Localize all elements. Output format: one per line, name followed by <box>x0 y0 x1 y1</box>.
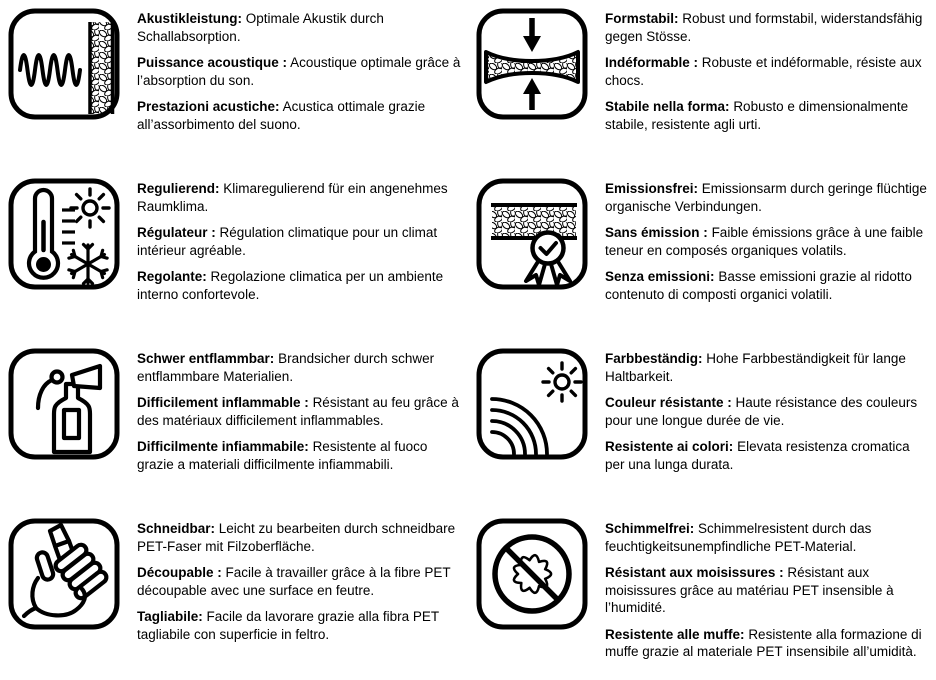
feature-text-it <box>605 438 931 473</box>
feature-label-fr: Indéformable : <box>605 55 699 70</box>
feature-tile-shape-stability <box>468 0 936 170</box>
feature-label-it: Difficilmente infiammabile: <box>137 439 309 454</box>
feature-text-fr <box>137 394 463 429</box>
feature-label-fr: Puissance acoustique : <box>137 55 288 70</box>
feature-desc-it: Acustica ottimale grazie all’assorbimento del suono. <box>137 99 426 132</box>
feature-label-fr: Résistant aux moisissures : <box>605 565 784 580</box>
feature-desc-de: Leicht zu bearbeiten durch schneidbare PET-Faser mit Filzoberfläche. <box>137 521 456 554</box>
feature-texts <box>137 518 463 680</box>
feature-texts <box>137 348 463 510</box>
feature-label-de: Schimmelfrei: <box>605 521 695 536</box>
feature-text-fr <box>137 564 463 599</box>
feature-desc-de: Robust und formstabil, widerstandsfähig gegen Stösse. <box>605 11 923 44</box>
feature-desc-fr: Résistant au feu grâce à des matériaux difficilement inflammables. <box>137 395 459 428</box>
feature-text-it <box>137 98 463 133</box>
cuttable-icon <box>8 518 120 630</box>
feature-tile-color-fast <box>468 340 936 510</box>
feature-text-it <box>137 438 463 473</box>
feature-desc-de: Optimale Akustik durch Schallabsorption. <box>137 11 384 44</box>
feature-text-fr <box>605 54 931 89</box>
feature-desc-it: Elevata resistenza cromatica per una lunga durata. <box>605 439 910 472</box>
feature-label-fr: Sans émission : <box>605 225 708 240</box>
feature-desc-fr: Faible émissions grâce à une faible teneur en composés organiques volatils. <box>605 225 924 258</box>
feature-label-de: Emissionsfrei: <box>605 181 699 196</box>
feature-label-it: Resistente ai colori: <box>605 439 734 454</box>
feature-desc-de: Emissionsarm durch geringe flüchtige organische Verbindungen. <box>605 181 927 214</box>
feature-desc-de: Schimmelresistent durch das feuchtigkeitsunempfindliche PET-Material. <box>605 521 872 554</box>
feature-texts <box>605 348 931 510</box>
feature-label-it: Resistente alle muffe: <box>605 626 745 642</box>
feature-text-de <box>605 520 931 555</box>
feature-text-de <box>137 350 463 385</box>
feature-desc-fr: Régulation climatique pour un climat intérieur agréable. <box>137 225 438 258</box>
feature-texts <box>137 178 463 340</box>
feature-desc-fr: Robuste et indéformable, résiste aux chocs. <box>605 55 922 88</box>
feature-text-de <box>605 180 931 215</box>
feature-tile-cuttable <box>0 510 468 680</box>
feature-texts <box>605 178 931 340</box>
mold-resistant-icon <box>476 518 588 630</box>
feature-label-de: Schwer entflammbar: <box>137 351 275 366</box>
feature-tile-climate <box>0 170 468 340</box>
feature-tile-mold-resistant <box>468 510 936 680</box>
feature-text-fr <box>137 54 463 89</box>
feature-desc-fr: Résistant aux moisissures grâce au matériau PET insensible à l’humidité. <box>605 565 894 615</box>
climate-regulating-icon <box>8 178 120 290</box>
feature-desc-de: Klimaregulierend für ein angenehmes Raumklima. <box>137 181 448 214</box>
feature-desc-fr: Haute résistance des couleurs pour une longue durée de vie. <box>605 395 918 428</box>
feature-text-fr <box>605 224 931 259</box>
feature-label-it: Tagliabile: <box>137 609 203 624</box>
feature-desc-fr: Facile à travailler grâce à la fibre PET découpable avec une surface en feutre. <box>137 565 451 598</box>
feature-label-de: Formstabil: <box>605 11 679 26</box>
feature-label-de: Schneidbar: <box>137 521 216 536</box>
feature-text-it <box>137 268 463 303</box>
feature-desc-it: Regolazione climatica per un ambiente interno confortevole. <box>137 269 444 302</box>
feature-desc-fr: Acoustique optimale grâce à l’absorption du son. <box>137 55 461 88</box>
feature-label-de: Akustikleistung: <box>137 11 243 26</box>
feature-texts <box>137 8 463 170</box>
feature-text-it <box>605 268 931 303</box>
feature-label-fr: Découpable : <box>137 565 222 580</box>
feature-tile-emission-free <box>468 170 936 340</box>
feature-label-it: Stabile nella forma: <box>605 99 730 114</box>
feature-label-it: Senza emissioni: <box>605 269 715 284</box>
feature-text-de <box>137 520 463 555</box>
feature-desc-it: Resistente al fuoco grazie a materiali difficilmente infiammabili. <box>137 439 428 472</box>
emission-free-icon <box>476 178 588 290</box>
feature-text-it <box>605 626 931 661</box>
feature-tile-acoustic <box>0 0 468 170</box>
feature-label-fr: Régulateur : <box>137 225 216 240</box>
feature-text-fr <box>605 394 931 429</box>
feature-label-it: Regolante: <box>137 269 207 284</box>
feature-desc-de: Hohe Farbbeständigkeit für lange Haltbarkeit. <box>605 351 906 384</box>
feature-tile-fire-resistant <box>0 340 468 510</box>
feature-text-fr <box>137 224 463 259</box>
feature-text-de <box>137 10 463 45</box>
sound-absorption-icon <box>8 8 120 120</box>
feature-desc-it: Basse emissioni grazie al ridotto contenuto di composti organici volatili. <box>605 269 912 302</box>
feature-text-de <box>605 350 931 385</box>
feature-text-fr <box>605 564 931 617</box>
feature-text-it <box>605 98 931 133</box>
fire-resistant-icon <box>8 348 120 460</box>
feature-label-fr: Couleur résistante : <box>605 395 732 410</box>
feature-desc-it: Robusto e dimensionalmente stabile, resistente agli urti. <box>605 99 909 132</box>
feature-text-de <box>605 10 931 45</box>
feature-desc-it: Facile da lavorare grazie alla fibra PET tagliabile con superficie in feltro. <box>137 609 439 642</box>
feature-text-de <box>137 180 463 215</box>
feature-label-fr: Difficilement inflammable : <box>137 395 309 410</box>
shape-stability-icon <box>476 8 588 120</box>
color-fast-icon <box>476 348 588 460</box>
feature-texts <box>605 518 931 680</box>
feature-label-de: Regulierend: <box>137 181 220 196</box>
feature-desc-it: Resistente alla formazione di muffe grazie al materiale PET insensibile all’umidità. <box>605 626 922 659</box>
feature-texts <box>605 8 931 170</box>
feature-label-it: Prestazioni acustiche: <box>137 99 280 114</box>
feature-text-it <box>137 608 463 643</box>
feature-desc-de: Brandsicher durch schwer entflammbare Materialien. <box>137 351 435 384</box>
feature-label-de: Farbbeständig: <box>605 351 703 366</box>
